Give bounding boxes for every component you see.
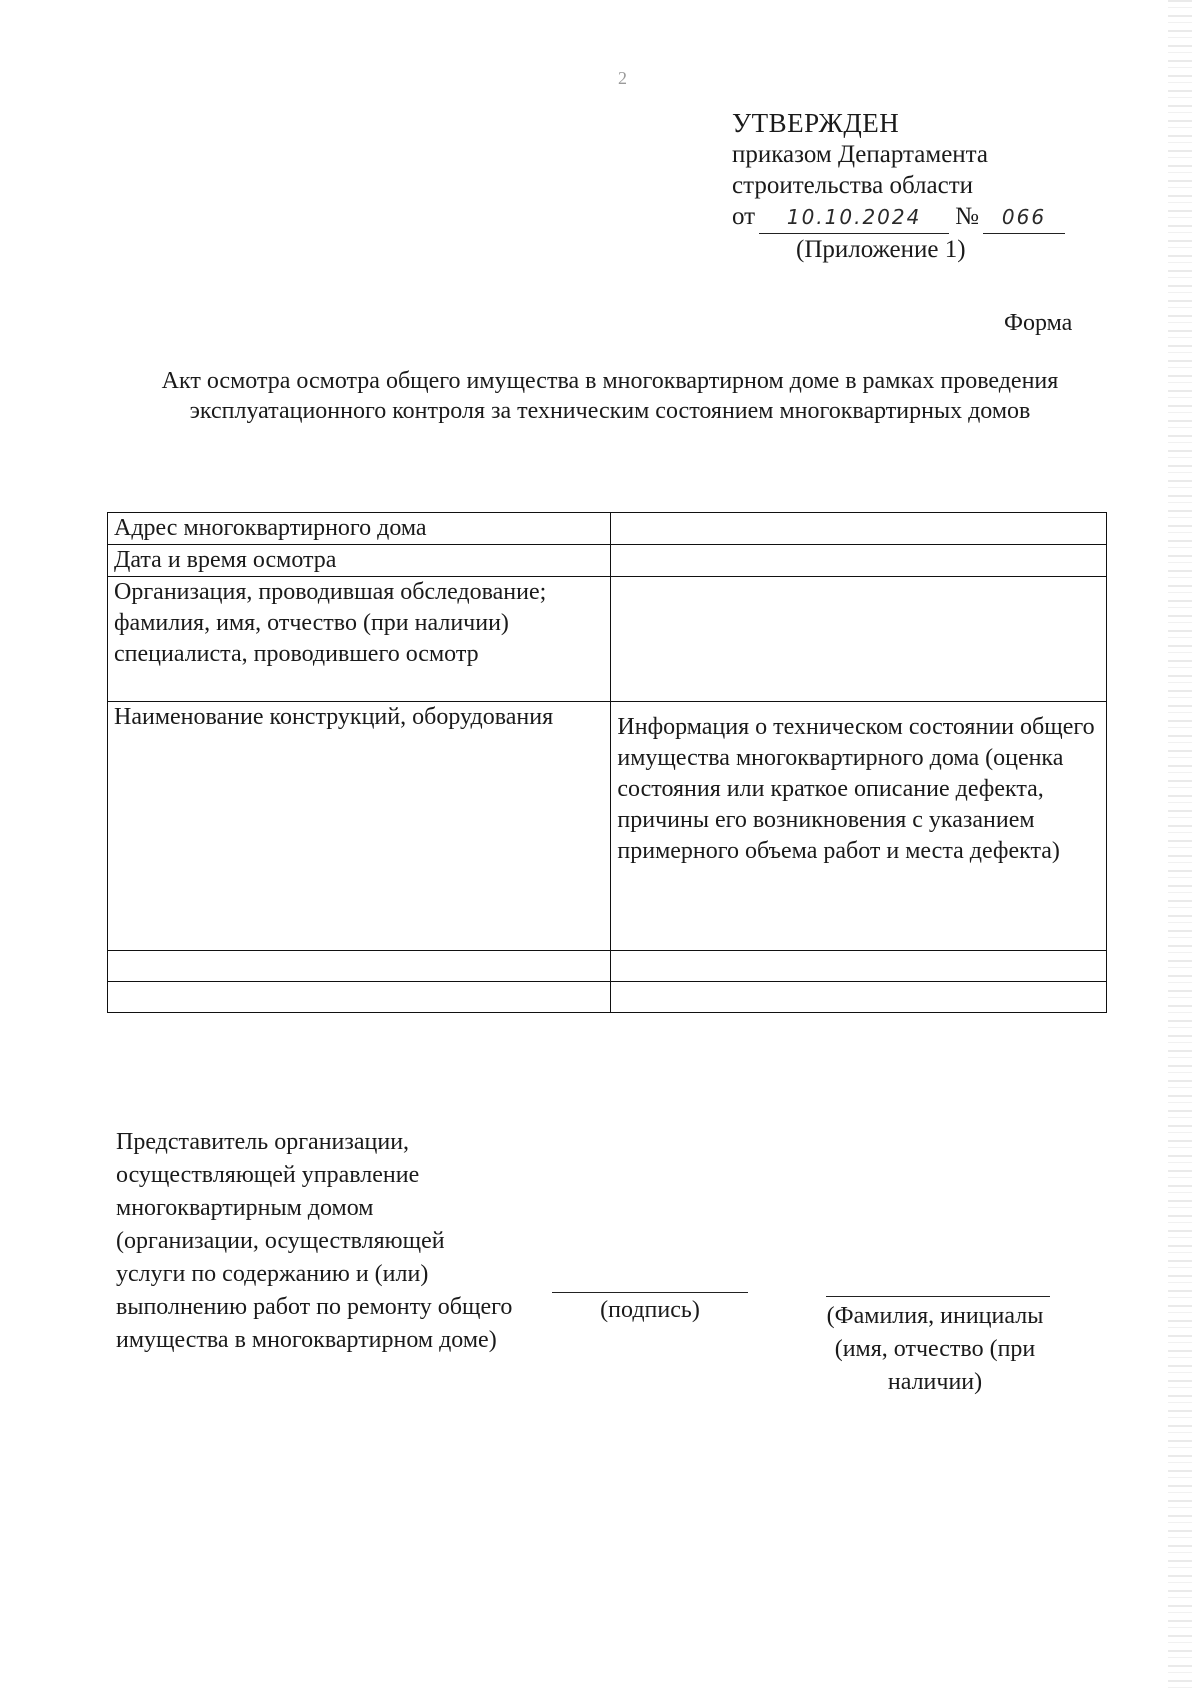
signature-caption: (подпись) <box>600 1297 700 1323</box>
table-row <box>108 702 1107 951</box>
empty-cell <box>611 982 1107 1013</box>
approval-line-2: строительства области <box>732 172 974 199</box>
approval-stamp <box>732 108 1065 265</box>
order-date: 10.10.2024 <box>759 202 949 234</box>
empty-cell <box>108 982 611 1013</box>
representative-label: Представитель организации, осуществляющей управление многоквартирным домом (организации, осуществляющей услуги по содержанию и (или) выполнению работ по ремонту общего имущества в многоквартирном доме) <box>116 1129 513 1353</box>
organization-value-cell <box>611 577 1107 702</box>
scan-edge-artifact <box>1168 0 1192 1695</box>
approved-heading: УТВЕРЖДЕН <box>732 108 900 138</box>
from-label: от <box>732 203 756 230</box>
table-row <box>108 577 1107 702</box>
table-row <box>108 545 1107 577</box>
datetime-label: Дата и время осмотра <box>108 545 611 577</box>
appendix-label: (Приложение 1) <box>796 236 966 263</box>
form-label: Форма <box>1004 310 1073 336</box>
page-number: 2 <box>618 68 627 88</box>
datetime-value-cell <box>611 545 1107 577</box>
empty-cell <box>108 951 611 982</box>
empty-cell <box>611 951 1107 982</box>
document-title: Акт осмотра осмотра общего имущества в многоквартирном доме в рамках проведения эксплуатационного контроля за техническим состоянием многоквартирных домов <box>161 368 1059 424</box>
order-number: 066 <box>983 202 1065 234</box>
number-label: № <box>955 203 979 230</box>
approval-line-1: приказом Департамента <box>732 141 988 168</box>
table-row <box>108 513 1107 545</box>
name-line <box>826 1296 1050 1297</box>
address-label: Адрес многоквартирного дома <box>108 513 611 545</box>
approval-date-row <box>732 201 1065 234</box>
name-caption: (Фамилия, инициалы (имя, отчество (при наличии) <box>826 1303 1044 1395</box>
address-value-cell <box>611 513 1107 545</box>
column-header-info: Информация о техническом состоянии общего имущества многоквартирного дома (оценка состояния или краткое описание дефекта, причины его возникновения с указанием примерного объема работ и места дефекта) <box>611 702 1107 951</box>
table-row <box>108 951 1107 982</box>
inspection-table <box>107 512 1107 1013</box>
table-row <box>108 982 1107 1013</box>
signature-line <box>552 1292 748 1293</box>
organization-label: Организация, проводившая обследование; фамилия, имя, отчество (при наличии) специалиста, проводившего осмотр <box>108 577 611 702</box>
column-header-name: Наименование конструкций, оборудования <box>108 702 611 951</box>
